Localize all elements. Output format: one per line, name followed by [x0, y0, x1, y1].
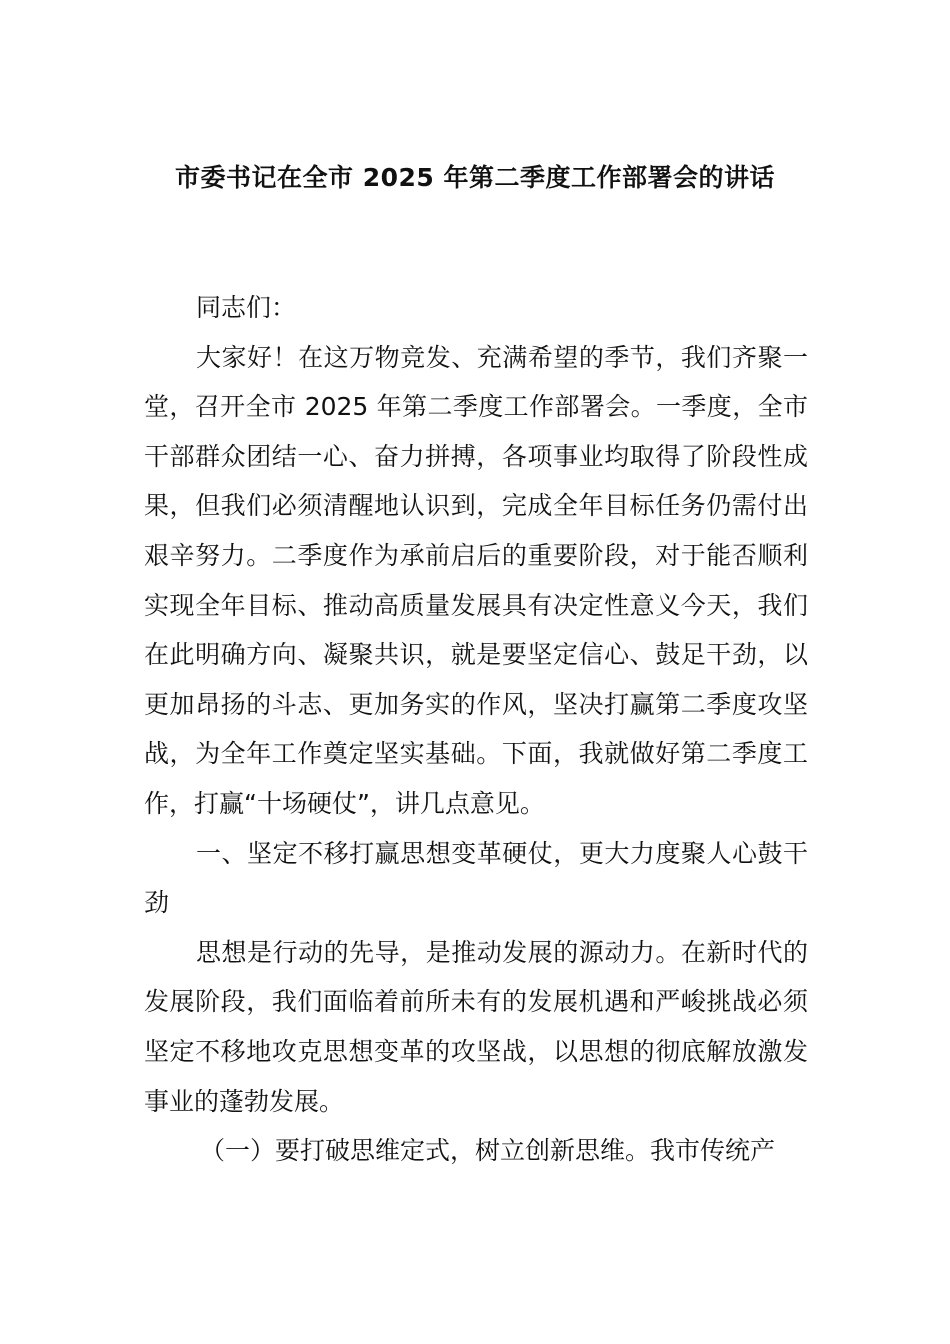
paragraph-opening: 大家好！在这万物竞发、充满希望的季节，我们齐聚一堂，召开全市 2025 年第二季度工作部署会。一季度，全市干部群众团结一心、奋力拼搏，各项事业均取得了阶段性成果，但我们必须清醒地认识到，完成全年目标任务仍需付出艰辛努力。二季度作为承前启后的重要阶段，对于能否顺利实现全年目标、推动高质量发展具有决定性意义今天，我们在此明确方向、凝聚共识，就是要坚定信心、鼓足干劲，以更加昂扬的斗志、更加务实的作风，坚决打赢第二季度攻坚战，为全年工作奠定坚实基础。下面，我就做好第二季度工作，打赢“十场硬仗”，讲几点意见。	[144, 342, 808, 818]
salutation: 同志们：	[196, 293, 297, 322]
page-title: 市委书记在全市 2025 年第二季度工作部署会的讲话	[175, 163, 775, 192]
document-body	[144, 283, 808, 1176]
subsection-heading-1: （一）要打破思维定式，树立创新思维。我市传统产	[200, 1136, 776, 1166]
section-heading-1: 一、坚定不移打赢思想变革硬仗，更大力度聚人心鼓干劲	[144, 838, 808, 918]
paragraph-section-1: 思想是行动的先导，是推动发展的源动力。在新时代的发展阶段，我们面临着前所未有的发展机遇和严峻挑战必须坚定不移地攻克思想变革的攻坚战，以思想的彻底解放激发事业的蓬勃发展。	[144, 937, 808, 1116]
